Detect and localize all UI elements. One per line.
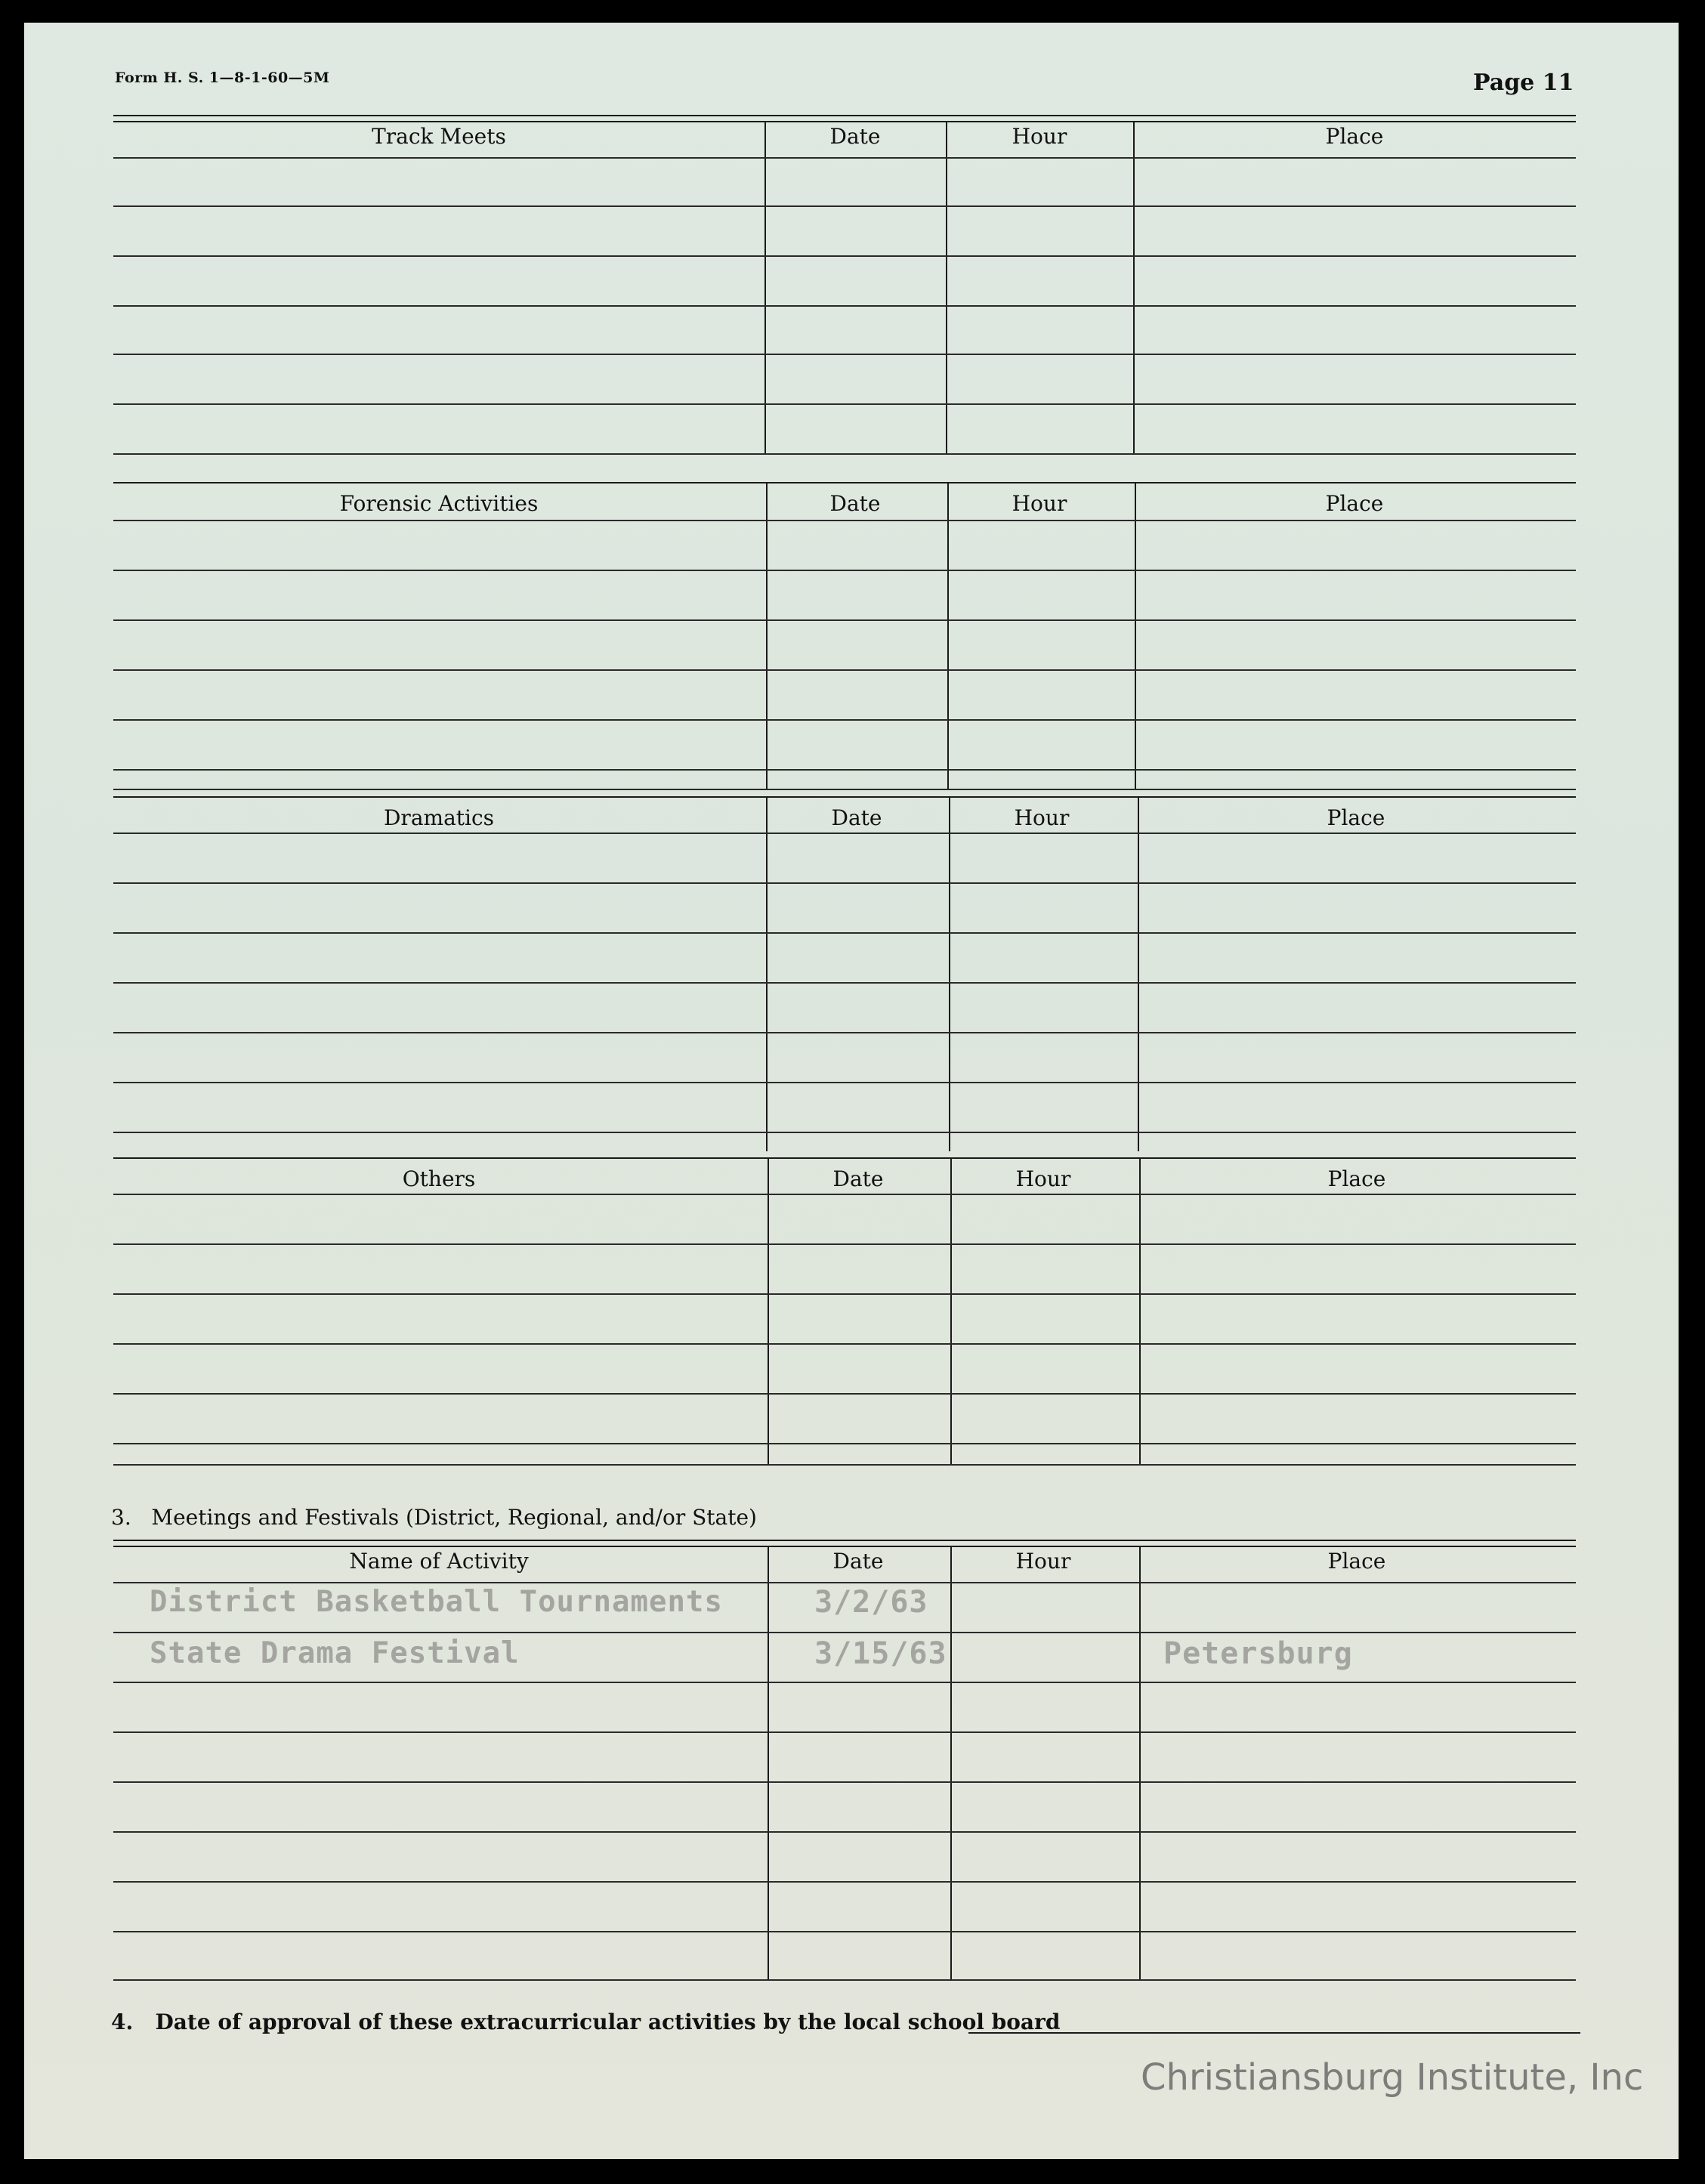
- others-header: Others: [402, 1166, 476, 1191]
- meetings-festivals-heading: 3. Meetings and Festivals (District, Regional, and/or State): [111, 1505, 757, 1530]
- entry-2-name: State Drama Festival: [150, 1636, 520, 1670]
- meetings-date-header: Date: [832, 1549, 884, 1574]
- entry-2-date: 3/15/63: [814, 1636, 947, 1671]
- watermark: Christiansburg Institute, Inc: [1141, 2056, 1644, 2099]
- track-date-header: Date: [829, 124, 881, 149]
- dramatics-table: [113, 796, 1576, 1151]
- forensic-place-header: Place: [1325, 491, 1384, 516]
- dramatics-hour-header: Hour: [1014, 805, 1070, 830]
- forensic-header: Forensic Activities: [339, 491, 539, 516]
- track-hour-header: Hour: [1012, 124, 1067, 149]
- others-date-header: Date: [832, 1166, 884, 1191]
- approval-date-line: [968, 2032, 1580, 2034]
- track-place-header: Place: [1325, 124, 1384, 149]
- activity-name-header: Name of Activity: [349, 1549, 529, 1574]
- page-number: Page 11: [1473, 70, 1574, 96]
- entry-1-name: District Basketball Tournaments: [150, 1585, 723, 1619]
- forensic-hour-header: Hour: [1012, 491, 1067, 516]
- entry-2-place: Petersburg: [1163, 1636, 1353, 1671]
- dramatics-date-header: Date: [831, 805, 882, 830]
- track-meets-header: Track Meets: [372, 124, 506, 149]
- meetings-hour-header: Hour: [1015, 1549, 1071, 1574]
- others-place-header: Place: [1327, 1166, 1386, 1191]
- approval-date-label: 4. Date of approval of these extracurricular activities by the local school board: [111, 2009, 1061, 2034]
- form-page: [24, 23, 1679, 2159]
- meetings-festivals-table: [113, 1540, 1576, 1981]
- track-meets-table: [113, 115, 1576, 455]
- forensic-date-header: Date: [829, 491, 881, 516]
- others-table: [113, 1157, 1576, 1466]
- others-hour-header: Hour: [1015, 1166, 1071, 1191]
- meetings-place-header: Place: [1327, 1549, 1386, 1574]
- dramatics-header: Dramatics: [383, 805, 495, 830]
- dramatics-place-header: Place: [1327, 805, 1385, 830]
- form-identifier: Form H. S. 1—8-1-60—5M: [115, 70, 330, 86]
- entry-1-date: 3/2/63: [814, 1585, 928, 1620]
- forensic-activities-table: [113, 482, 1576, 790]
